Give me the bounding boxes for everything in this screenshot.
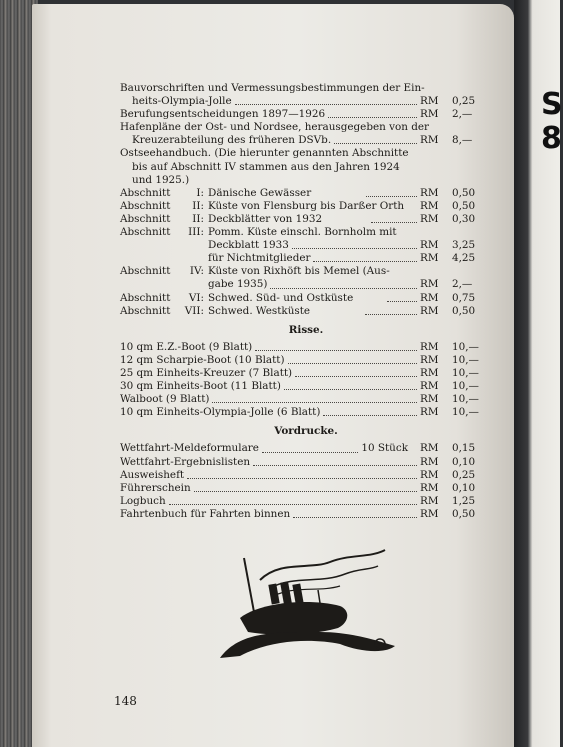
price: 8,— [452, 134, 473, 147]
price: 0,50 [452, 199, 476, 212]
list-item [120, 380, 492, 393]
page-number: 148 [114, 694, 137, 708]
price: 10,— [452, 406, 479, 419]
item-text: Ostseehandbuch. (Die hierunter genannten Abschnitte [120, 147, 409, 160]
currency: RM [420, 291, 439, 304]
currency: RM [420, 95, 439, 108]
currency: RM [420, 366, 439, 379]
item-text: Logbuch [120, 494, 166, 507]
price: 10,— [452, 380, 479, 393]
section-heading: Risse. [288, 323, 324, 336]
price: 1,25 [452, 494, 476, 507]
leader-dots [295, 375, 417, 377]
list-item [120, 508, 492, 521]
currency: RM [420, 304, 439, 317]
price: 0,10 [452, 455, 476, 468]
section-number: III: [188, 226, 204, 239]
leader-dots [255, 349, 417, 351]
currency: RM [420, 455, 439, 468]
section-number: VII: [184, 304, 204, 317]
leader-dots [187, 477, 417, 479]
currency: RM [420, 507, 439, 520]
leader-dots [323, 414, 417, 416]
item-text: Berufungsentscheidungen 1897—1926 [120, 108, 326, 121]
currency: RM [420, 252, 439, 265]
list-item [120, 367, 492, 380]
currency: RM [420, 380, 439, 393]
item-text: heits-Olympia-Jolle [132, 95, 232, 108]
section-title: gabe 1935) [208, 278, 268, 291]
price: 10,— [452, 340, 479, 353]
currency: RM [420, 239, 439, 252]
currency: RM [420, 468, 439, 481]
steamship-vignette-icon [200, 540, 410, 670]
item-text: bis auf Abschnitt IV stammen aus den Jahren 1924 [132, 160, 400, 173]
currency: RM [420, 494, 439, 507]
leader-dots [371, 221, 417, 223]
risse-list [120, 341, 492, 420]
next-page-glyphs [541, 88, 563, 156]
currency: RM [420, 406, 439, 419]
next-page-glyph: S [541, 87, 563, 122]
list-item [120, 393, 492, 406]
leader-dots [313, 260, 417, 262]
section-number: I: [196, 186, 204, 199]
price: 10,— [452, 393, 479, 406]
leader-dots [169, 503, 417, 505]
currency: RM [420, 340, 439, 353]
section-label: Abschnitt [120, 226, 171, 239]
section-title: Küste von Rixhöft bis Memel (Aus- [208, 265, 390, 278]
currency: RM [420, 199, 439, 212]
leader-dots [387, 300, 417, 302]
section-label: Abschnitt [120, 265, 171, 278]
section-row [120, 226, 492, 265]
list-item [120, 354, 492, 367]
currency: RM [420, 393, 439, 406]
price: 0,10 [452, 481, 476, 494]
currency: RM [420, 108, 439, 121]
list-item [120, 469, 492, 482]
section-number: IV: [189, 265, 204, 278]
section-label: Abschnitt [120, 304, 171, 317]
quantity: 10 Stück [361, 442, 408, 455]
section-title: Deckblatt 1933 [208, 239, 289, 252]
leader-dots [293, 516, 417, 518]
handbook-entry [120, 147, 492, 317]
leader-dots [334, 142, 417, 144]
item-text: Kreuzerabteilung des früheren DSVb. [132, 134, 332, 147]
list-item [120, 482, 492, 495]
list-item [120, 456, 492, 469]
section-row [120, 187, 492, 200]
section-label: Abschnitt [120, 212, 171, 225]
price-list [120, 82, 492, 521]
leader-dots [328, 116, 417, 118]
item-text: 10 qm E.Z.-Boot (9 Blatt) [120, 340, 253, 353]
leader-dots [366, 195, 417, 197]
currency: RM [420, 212, 439, 225]
item-text: Führerschein [120, 481, 191, 494]
leader-dots [194, 490, 417, 492]
leader-dots [288, 362, 417, 364]
price: 3,25 [452, 239, 476, 252]
section-title: Pomm. Küste einschl. Bornholm mit [208, 226, 397, 239]
leader-dots [212, 401, 417, 403]
section-title: Dänische Gewässer [208, 186, 312, 199]
leader-dots [253, 464, 417, 466]
price: 0,50 [452, 186, 476, 199]
list-item [120, 82, 492, 108]
section-title: für Nichtmitglieder [208, 252, 311, 265]
price: 10,— [452, 366, 479, 379]
section-title: Schwed. Süd- und Ostküste [208, 291, 354, 304]
item-text: Hafenpläne der Ost- und Nordsee, herausgegeben von der [120, 121, 430, 134]
section-label: Abschnitt [120, 199, 171, 212]
currency: RM [420, 134, 439, 147]
list-item [120, 121, 492, 147]
item-text: Bauvorschriften und Vermessungsbestimmungen der Ein- [120, 82, 425, 94]
section-label: Abschnitt [120, 291, 171, 304]
section-row [120, 305, 492, 318]
section-number: II: [192, 212, 204, 225]
price: 0,30 [452, 212, 476, 225]
item-text: Ausweisheft [120, 468, 185, 481]
item-text: Wettfahrt-Meldeformulare [120, 442, 259, 455]
vordrucke-list [120, 442, 492, 521]
price: 0,50 [452, 507, 476, 520]
price: 2,— [452, 108, 473, 121]
item-text: Fahrtenbuch für Fahrten binnen [120, 507, 291, 520]
section-label: Abschnitt [120, 186, 171, 199]
price: 0,15 [452, 442, 476, 455]
price: 0,25 [452, 95, 476, 108]
leader-dots [284, 388, 417, 390]
price: 0,50 [452, 304, 476, 317]
currency: RM [420, 186, 439, 199]
section-title: Deckblätter von 1932 [208, 212, 323, 225]
section-row [120, 200, 492, 213]
section-row [120, 292, 492, 305]
item-text: 30 qm Einheits-Boot (11 Blatt) [120, 380, 281, 393]
price: 4,25 [452, 252, 476, 265]
section-number: II: [192, 199, 204, 212]
item-text: 12 qm Scharpie-Boot (10 Blatt) [120, 353, 285, 366]
section-row [120, 265, 492, 291]
price: 10,— [452, 353, 479, 366]
item-text: und 1925.) [132, 173, 190, 186]
section-number: VI: [188, 291, 204, 304]
list-item [120, 442, 492, 455]
list-item [120, 341, 492, 354]
list-item [120, 406, 492, 419]
currency: RM [420, 278, 439, 291]
item-text: Wettfahrt-Ergebnislisten [120, 455, 251, 468]
leader-dots [292, 247, 417, 249]
item-text: Walboot (9 Blatt) [120, 393, 210, 406]
currency: RM [420, 442, 439, 455]
section-heading: Vordrucke. [274, 425, 338, 438]
list-item [120, 108, 492, 121]
item-text: 10 qm Einheits-Olympia-Jolle (6 Blatt) [120, 406, 321, 419]
item-text: 25 qm Einheits-Kreuzer (7 Blatt) [120, 366, 293, 379]
section-title: Küste von Flensburg bis Darßer Orth [208, 199, 405, 212]
section-row [120, 213, 492, 226]
leader-dots [235, 103, 417, 105]
list-item [120, 495, 492, 508]
leader-dots [365, 313, 417, 315]
price: 0,75 [452, 291, 476, 304]
price: 2,— [452, 278, 473, 291]
section-title: Schwed. Westküste [208, 304, 311, 317]
price: 0,25 [452, 468, 476, 481]
currency: RM [420, 353, 439, 366]
leader-dots [270, 287, 417, 289]
leader-dots [262, 451, 358, 453]
next-page-glyph: 8 [541, 121, 562, 156]
currency: RM [420, 481, 439, 494]
